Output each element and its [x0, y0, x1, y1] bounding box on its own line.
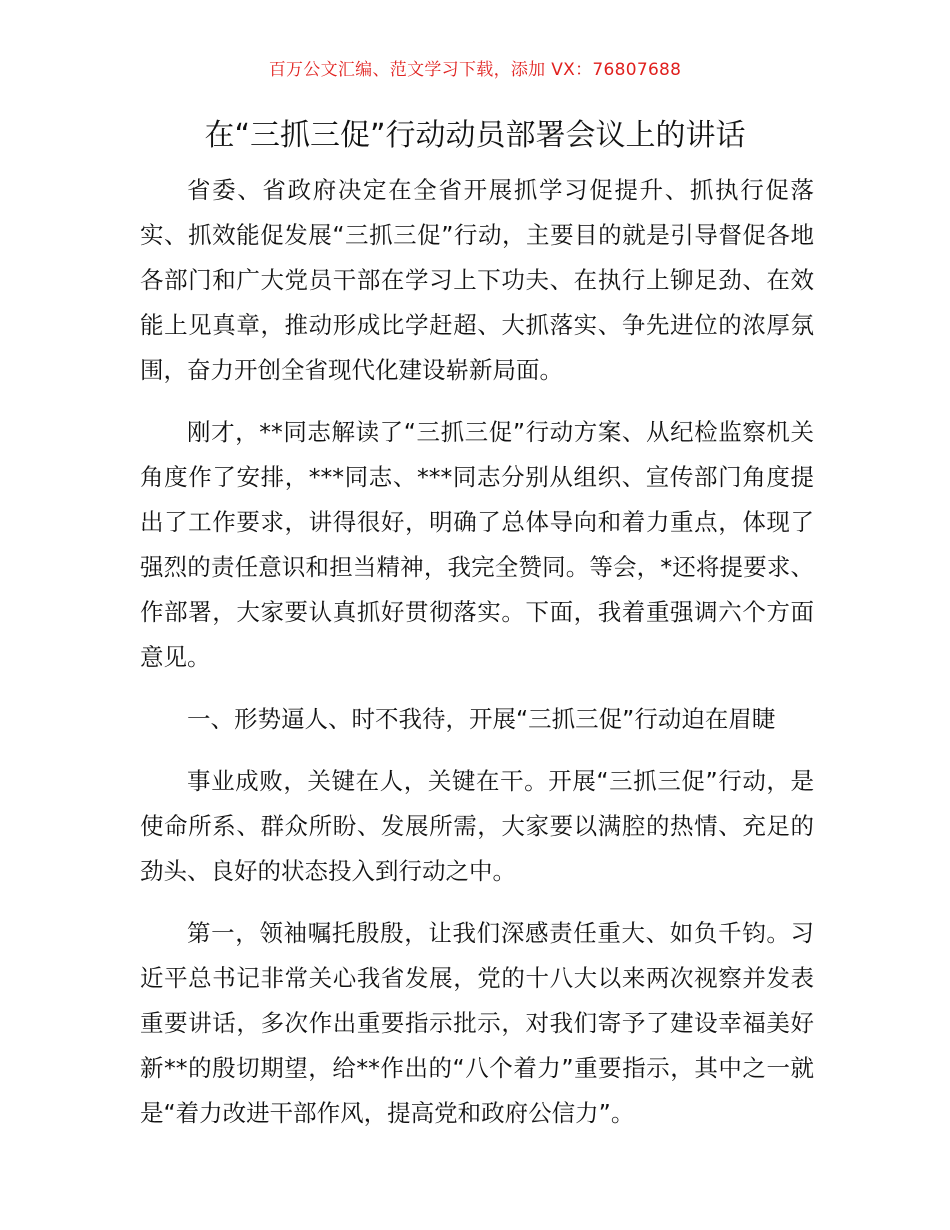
document-body — [140, 168, 814, 1153]
paragraph-intro: 省委、省政府决定在全省开展抓学习促提升、抓执行促落实、抓效能促发展“三抓三促”行动，主要目的就是引导督促各地各部门和广大党员干部在学习上下功夫、在执行上铆足劲、在效能上见真章，推动形成比学赶超、大抓落实、争先进位的浓厚氛围，奋力开创全省现代化建设崭新局面。 — [140, 176, 814, 384]
paragraph-section-1-intro: 事业成败，关键在人，关键在干。开展“三抓三促”行动，是使命所系、群众所盼、发展所需，大家要以满腔的热情、充足的劲头、良好的状态投入到行动之中。 — [140, 767, 814, 885]
section-heading-1: 一、形势逼人、时不我待，开展“三抓三促”行动迫在眉睫 — [187, 705, 776, 733]
watermark-header: 百万公文汇编、范文学习下载，添加 VX：76807688 — [268, 60, 682, 80]
paragraph-comments: 刚才，**同志解读了“三抓三促”行动方案、从纪检监察机关角度作了安排，***同志、***同志分别从组织、宣传部门角度提出了工作要求，讲得很好，明确了总体导向和着力重点，体现了强烈的责任意识和担当精神，我完全赞同。等会，*还将提要求、作部署，大家要认真抓好贯彻落实。下面，我着重强调六个方面意见。 — [140, 418, 814, 671]
paragraph-point-1: 第一，领袖嘱托殷殷，让我们深感责任重大、如负千钧。习近平总书记非常关心我省发展，党的十八大以来两次视察并发表重要讲话，多次作出重要指示批示，对我们寄予了建设幸福美好新**的殷切期望，给**作出的“八个着力”重要指示，其中之一就是“着力改进干部作风，提高党和政府公信力”。 — [140, 919, 814, 1127]
document-title: 在“三抓三促”行动动员部署会议上的讲话 — [204, 118, 746, 153]
